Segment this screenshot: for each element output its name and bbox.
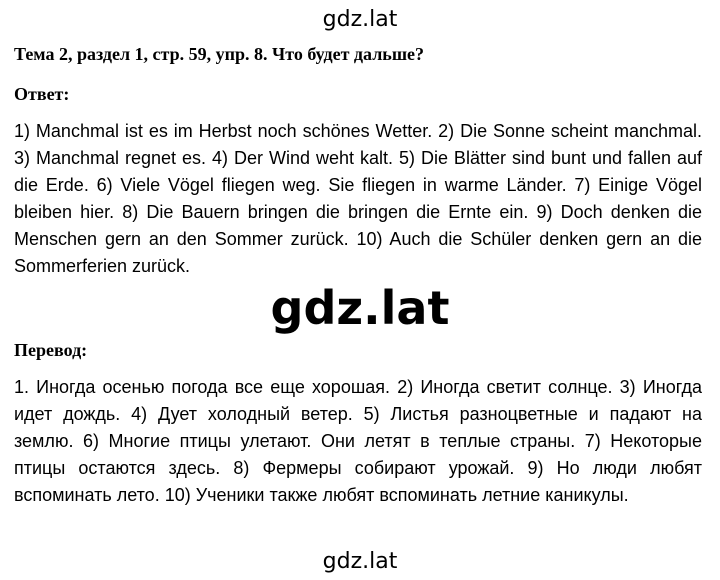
- exercise-heading: Тема 2, раздел 1, стр. 59, упр. 8. Что будет дальше?: [14, 44, 425, 64]
- translation-label: Перевод:: [14, 340, 88, 360]
- answer-text: 1) Manchmal ist es im Herbst noch schönes Wetter. 2) Die Sonne scheint manchmal. 3) Manchmal regnet es. 4) Der Wind weht kalt. 5) Die Blätter sind bunt und fallen auf die Erde. 6) Viele Vögel fliegen weg. Sie fliegen in warme Länder. 7) Einige Vögel bleiben hier. 8) Die Bauern bringen die bringen die Ernte ein. 9) Doch denken die Menschen gern an den Sommer zurück. 10) Auch die Schüler denken gern an die Sommerferien zurück.: [14, 121, 702, 276]
- watermark-top: gdz.lat: [322, 7, 398, 32]
- watermark-bottom: gdz.lat: [322, 549, 398, 574]
- answer-label: Ответ:: [14, 84, 70, 104]
- watermark-middle: gdz.lat: [270, 281, 450, 335]
- translation-text: 1. Иногда осенью погода все еще хорошая. 2) Иногда светит солнце. 3) Иногда идет дождь. 4) Дует холодный ветер. 5) Листья разноцветные и падают на землю. 6) Многие птицы улетают. Они летят в теплые страны. 7) Некоторые птицы остаются здесь. 8) Фермеры собирают урожай. 9) Но люди любят вспоминать лето. 10) Ученики также любят вспоминать летние каникулы.: [14, 377, 702, 505]
